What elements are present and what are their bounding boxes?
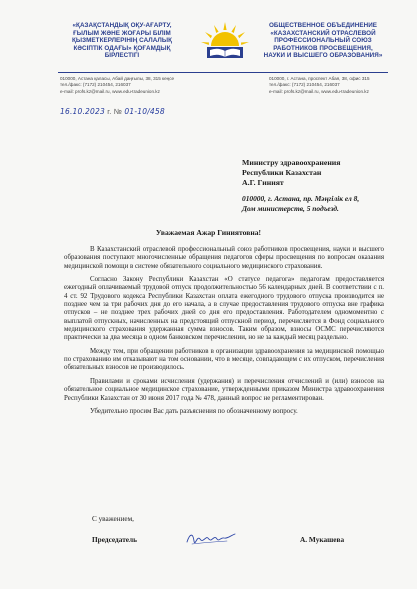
letter-body [64, 246, 384, 421]
body-paragraph: Между тем, при обращении работников в организации здравоохранения за медицинской помощью по страхованию им отказывают на том основании, что в месяце, совпадающем с их отпуском, перечисления обязательных взносов не производилось. [64, 347, 384, 372]
address-line: 010000, г. Астана, пр. Мәңгілік ел 8, [242, 194, 360, 203]
address-line: Дом министерств, 5 подъезд. [242, 204, 339, 214]
letterhead-divider [58, 72, 388, 73]
registration-line [60, 107, 165, 116]
body-paragraph: Правилами и сроками исчисления (удержания) и перечисления отчислений и (или) взносов на обязательное социальное медицинское страхование, утвержденными приказом Министра здравоохранения Республики Казахстан от 30 июня 2017 года № 478, данный вопрос не регламентирован. [64, 377, 384, 402]
contact-email: e-mail: profs.kz@mail.ru, www.edu-tradeunion.kz [269, 88, 369, 94]
registration-number: 01-10/458 [124, 107, 165, 116]
closing: С уважением, [92, 515, 134, 523]
contact-phone: тел./факс: (7172) 210454, 216037 [269, 82, 340, 88]
letterhead-left-line: КӘСІПТІК ОДАҒЫ» ҚОҒАМДЫҚ [73, 44, 171, 52]
signatory-name: А. Мукашева [300, 535, 345, 544]
registration-number-sign: № [113, 107, 123, 116]
contact-block-russian [269, 76, 399, 95]
addressee-block [242, 158, 402, 188]
letterhead-left-line: БІРЛЕСТІГІ [104, 52, 140, 60]
addressee-line: Министру здравоохранения [242, 158, 341, 167]
letterhead-right-line: ПРОФЕССИОНАЛЬНЫЙ СОЮЗ [274, 37, 372, 45]
letterhead-right-line: РАБОТНИКОВ ПРОСВЕЩЕНИЯ, [273, 44, 373, 52]
body-paragraph: Согласно Закону Республики Казахстан «О статусе педагога» педагогам предоставляется ежегодный оплачиваемый трудовой отпуск продолжительностью 56 календарных дней. В соответствии с п. 4 ст. 92 Трудового кодекса Республики Казахстан оплата ежегодного трудового отпуска производится не позднее чем за три рабочих дня до его начала, а в случае предоставления трудового отпуска вне графика отпусков – не позднее трех рабочих дней со дня его предоставления. Работодателем одномоментно с выплатой отпускных, начисленных на предстоящий отпускной период, перечисляется в Фонд социального медицинского страхования удержанная сумма взносов. Таким образом, взносы ОСМС перечисляются практически за два месяца в одном банковском перечислении, но не за каждый месяц раздельно. [64, 276, 384, 342]
body-paragraph: В Казахстанский отраслевой профессиональный союз работников просвещения, науки и высшего образования поступают многочисленные обращения педагогов сферы просвещения по вопросам оказания медицинской помощи в системе обязательного социального медицинского страхования. [64, 246, 384, 270]
addressee-line: А.Г. Гиният [242, 178, 284, 187]
letterhead-right-line: ОБЩЕСТВЕННОЕ ОБЪЕДИНЕНИЕ [268, 22, 378, 29]
letterhead-left-line: ҚЫЗМЕТКЕРЛЕРІНІҢ САЛАЛЫҚ [72, 37, 172, 45]
letterhead-kazakh-name [52, 22, 192, 60]
letterhead-russian-name [253, 22, 393, 60]
letterhead-right-line: НАУКИ И ВЫСШЕГО ОБРАЗОВАНИЯ» [263, 52, 383, 60]
handwritten-signature [183, 527, 239, 551]
union-logo-icon [198, 16, 252, 66]
addressee-line: Республики Казахстан [242, 168, 322, 177]
letterhead-right-line: «КАЗАХСТАНСКИЙ ОТРАСЛЕВОЙ [270, 29, 376, 37]
contact-phone: тел./факс: (7172) 210454, 216037 [60, 82, 131, 88]
contact-email: e-mail: profs.kz@mail.ru, www.edu-tradeunion.kz [60, 88, 160, 94]
signature-row [0, 535, 417, 555]
signatory-title: Председатель [92, 535, 137, 544]
registration-date: 16.10.2023 [60, 107, 105, 116]
letterhead-left-line: «ҚАЗАҚСТАНДЫҚ ОҚУ-АҒАРТУ, [72, 22, 172, 29]
body-paragraph: Убедительно просим Вас дать разъяснения по обозначенному вопросу. [90, 407, 298, 415]
contact-address: 010000, г. Астана, проспект Абая, 38, офис 315 [269, 76, 370, 81]
addressee-address [242, 194, 402, 215]
greeting: Уважаемая Ажар Гиниятовна! [155, 228, 262, 237]
registration-year-suffix: г. [107, 107, 112, 116]
contact-block-kazakh [60, 76, 220, 95]
contact-address: 010000, Астана қаласы, Абай даңғылы, 38, 315 кеңсе [60, 76, 175, 81]
letterhead-left-line: ҒЫЛЫМ ЖӘНЕ ЖОҒАРЫ БІЛІМ [73, 29, 171, 37]
